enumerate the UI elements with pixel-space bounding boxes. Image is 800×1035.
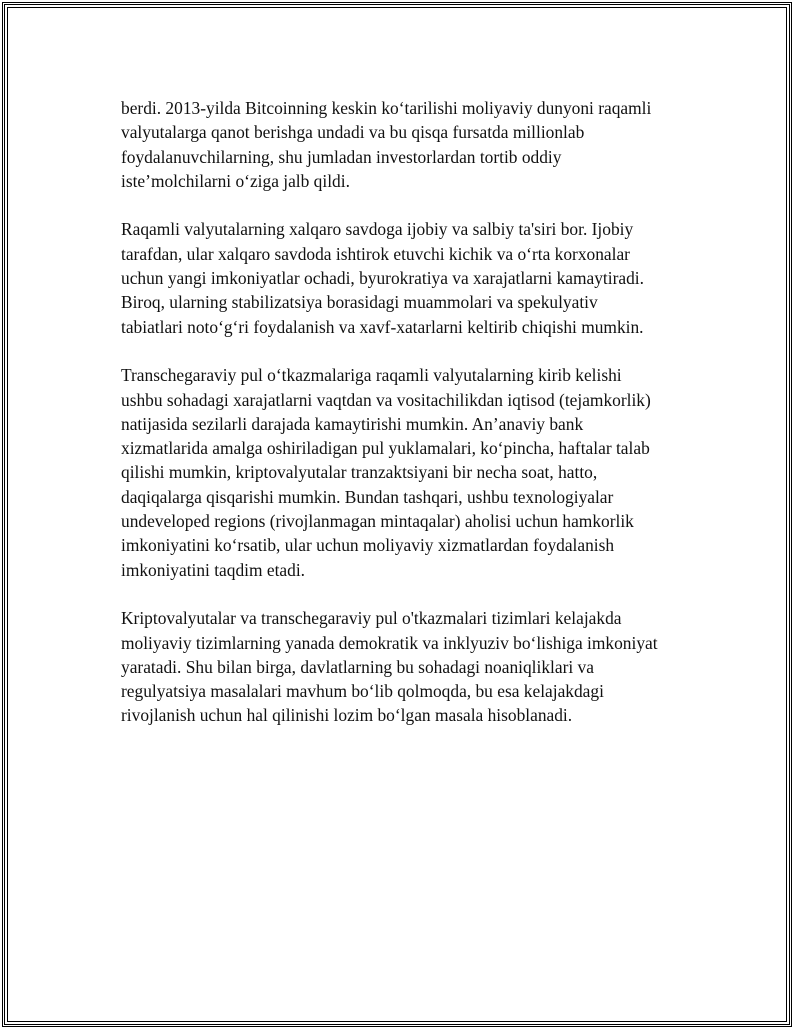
paragraph-2: Raqamli valyutalarning xalqaro savdoga ijobiy va salbiy ta'siri bor. Ijobiy tarafdan, ular xalqaro savdoda ishtirok etuvchi kichik va o‘rta korxonalar uchun yangi imkoniyatlar ochadi, byurokratiya va xarajatlarni kamaytiradi. Biroq, ularning stabilizatsiya borasidagi muammolari va spekulyativ tabiatlari noto‘g‘ri foydalanish va xavf-xatarlarni keltirib chiqishi mumkin. bbox=[121, 219, 644, 337]
document-page bbox=[2, 2, 792, 1027]
paragraph-4: Kriptovalyutalar va transchegaraviy pul o'tkazmalari tizimlari kelajakda moliyaviy tizimlarning yanada demokratik va inklyuziv bo‘lishiga imkoniyat yaratadi. Shu bilan birga, davlatlarning bu sohadagi noaniqliklari va regulyatsiya masalalari mavhum bo‘lib qolmoqda, bu esa kelajakdagi rivojlanish uchun hal qilinishi lozim bo‘lgan masala hisoblanadi. bbox=[121, 608, 658, 726]
paragraph-1: berdi. 2013-yilda Bitcoinning keskin ko‘tarilishi moliyaviy dunyoni raqamli valyutalarga qanot berishga undadi va bu qisqa fursatda millionlab foydalanuvchilarning, shu jumladan investorlardan tortib oddiy iste’molchilarni o‘ziga jalb qildi. bbox=[121, 98, 652, 191]
paragraph-3: Transchegaraviy pul o‘tkazmalariga raqamli valyutalarning kirib kelishi ushbu sohadagi xarajatlarni vaqtdan va vositachilikdan iqtisod (tejamkorlik) natijasida sezilarli darajada kamaytirishi mumkin. An’anaviy bank xizmatlarida amalga oshiriladigan pul yuklamalari, ko‘pincha, haftalar talab qilishi mumkin, kriptovalyutalar tranzaktsiyani bir necha soat, hatto, daqiqalarga qisqarishi mumkin. Bundan tashqari, ushbu texnologiyalar undeveloped regions (rivojlanmagan mintaqalar) aholisi uchun hamkorlik imkoniyatini ko‘rsatib, ular uchun moliyaviy xizmatlardan foydalanish imkoniyatini taqdim etadi. bbox=[121, 365, 651, 580]
document-body bbox=[121, 96, 703, 752]
